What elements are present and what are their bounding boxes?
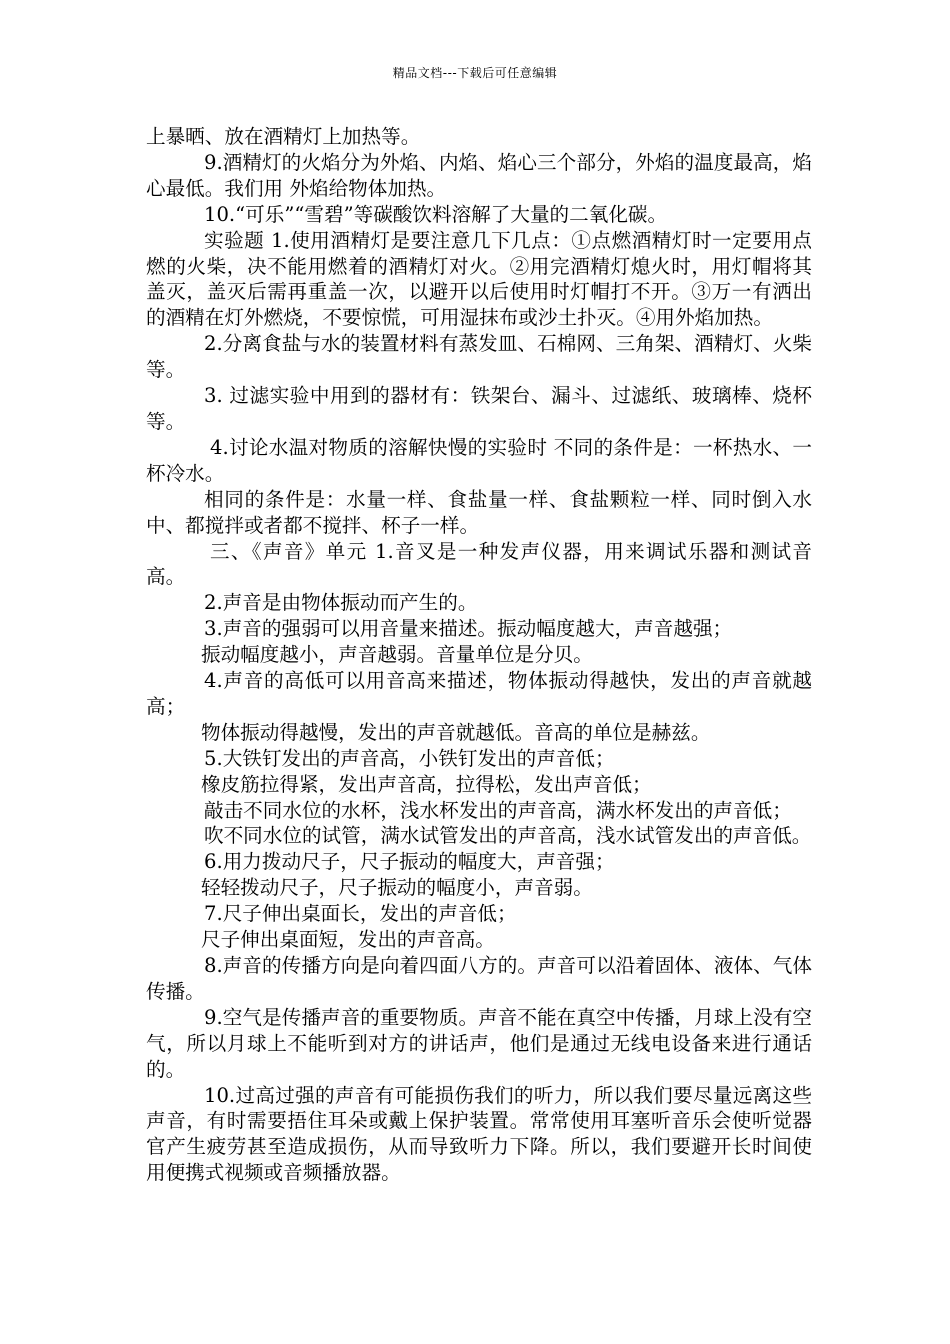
paragraph: 上暴晒、放在酒精灯上加热等。 [146,125,421,148]
paragraph: 10.“可乐”“雪碧”等碳酸饮料溶解了大量的二氧化碳。 [204,202,668,226]
paragraph: 7.尺子伸出桌面长，发出的声音低； [204,902,517,926]
paragraph: 5.大铁钉发出的声音高，小铁钉发出的声音低； [204,746,615,770]
paragraph: 相同的条件是：水量一样、食盐量一样、食盐颗粒一样、同时倒入水中、都搅拌或者都不搅拌、杯子一样。 [146,487,812,537]
paragraph: 尺子伸出桌面短，发出的声音高。 [201,928,495,952]
paragraph: 吹不同水位的试管，满水试管发出的声音高，浅水试管发出的声音低。 [204,824,812,848]
paragraph: 3. 过滤实验中用到的器材有：铁架台、漏斗、过滤纸、玻璃棒、烧杯等。 [146,384,812,433]
paragraph: 4.声音的高低可以用音高来描述，物体振动得越快，发出的声音就越高； [146,669,812,718]
paragraph: 10.过高过强的声音有可能损伤我们的听力，所以我们要尽量远离这些声音，有时需要捂住耳朵或戴上保护装置。常常使用耳塞听音乐会使听觉器官产生疲劳甚至造成损伤，从而导致听力下降。所以，我们要避开长时间使用便携式视频或音频播放器。 [146,1083,812,1185]
paragraph: 轻轻拨动尺子，尺子振动的幅度小，声音弱。 [201,876,593,900]
paragraph: 2.分离食盐与水的装置材料有蒸发皿、石棉网、三角架、酒精灯、火柴等。 [146,332,812,382]
paragraph: 实验题 1.使用酒精灯是要注意几下几点：①点燃酒精灯时一定要用点燃的火柴，决不能用燃着的酒精灯对火。②用完酒精灯熄火时，用灯帽将其盖灭，盖灭后需再重盖一次，以避开以后使用时灯帽打不开。③万一有洒出的酒精在灯外燃烧，不要惊慌，可用湿抹布或沙土扑灭。④用外焰加热。 [146,228,812,330]
paragraph: 橡皮筋拉得紧，发出声音高，拉得松，发出声音低； [201,772,652,796]
paragraph: 物体振动得越慢，发出的声音就越低。音高的单位是赫兹。 [201,720,711,744]
paragraph: 敲击不同水位的水杯，浅水杯发出的声音高，满水杯发出的声音低； [204,798,792,822]
paragraph: 振动幅度越小，声音越弱。音量单位是分贝。 [201,643,593,667]
paragraph: 3.声音的强弱可以用音量来描述。振动幅度越大，声音越强； [204,617,733,641]
paragraph: 8.声音的传播方向是向着四面八方的。声音可以沿着固体、液体、气体传播。 [146,954,812,1003]
paragraph: 三、《声音》单元 1.音叉是一种发声仪器，用来调试乐器和测试音高。 [146,539,812,589]
paragraph: 2.声音是由物体振动而产生的。 [204,591,478,615]
paragraph: 4.讨论水温对物质的溶解快慢的实验时 不同的条件是：一杯热水、一杯冷水。 [146,435,812,485]
page-header: 精品文档---下载后可任意编辑 [392,66,558,80]
paragraph: 9.空气是传播声音的重要物质。声音不能在真空中传播，月球上没有空气，所以月球上不能听到对方的讲话声，他们是通过无线电设备来进行通话的。 [146,1005,812,1081]
document-body [146,124,812,1186]
paragraph: 9.酒精灯的火焰分为外焰、内焰、焰心三个部分，外焰的温度最高，焰心最低。我们用 外焰给物体加热。 [146,150,812,200]
paragraph: 6.用力拨动尺子，尺子振动的幅度大，声音强； [204,850,615,874]
